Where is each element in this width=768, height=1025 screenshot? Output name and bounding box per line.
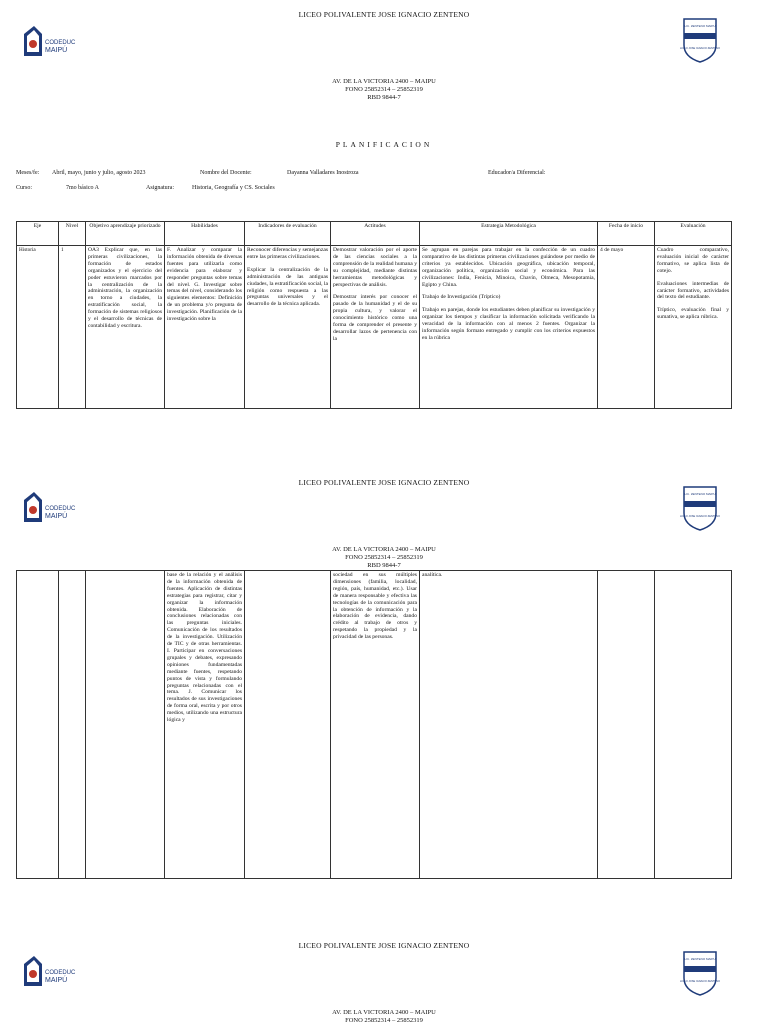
actitudes-text-1: Demostrar valoración por el aporte de las ciencias sociales a la comprensión de la realidad humana y su complejidad, mediante distintas herramientas metodológicas y perspectivas de análisis. [333, 247, 417, 288]
phone: FONO 25852314 – 25852319 [345, 554, 423, 561]
evaluacion-text-3: Tríptico, evaluación final y sumativa, se aplica rúbrica. [657, 307, 729, 321]
cell-eje: Historia [17, 246, 59, 409]
months-label: Meses/fe: [16, 170, 40, 176]
educator-label: Educador/a Diferencial: [488, 170, 546, 176]
cell-habilidades: F. Analizar y comparar la información obtenida de diversas fuentes para utilizarla como evidencia para elaborar y responder preguntas sobre temas del nivel. G. Investigar sobre temas del nivel, considerando los siguientes elementos: Definición de un problema y/o pregunta de investigación. Planificación de la investigación sobre la [165, 246, 245, 409]
phone: FONO 25852314 – 25852319 [345, 86, 423, 93]
svg-text:LICEO JOSE IGNACIO ZENTENO: LICEO JOSE IGNACIO ZENTENO [679, 980, 721, 983]
header-nivel: Nivel [59, 222, 86, 246]
header-habilidades: Habilidades [165, 222, 245, 246]
rbd: RBD 9844-7 [367, 94, 401, 101]
cell-nivel: 1 [59, 246, 86, 409]
codeduc-logo [20, 952, 86, 996]
indicadores-text-2: Explicar la centralización de la administración de las antiguas ciudades, la estratificación social, la religión como respuesta a las preguntas universales y el desarrollo de la técnica aplicada. [247, 266, 328, 308]
estrategia-text-2: Trabajo de Investigación (Tríptico) [422, 294, 501, 301]
school-name: LICEO POLIVALENTE JOSE IGNACIO ZENTENO [298, 10, 470, 19]
estrategia-text-1: Se agrupan en parejas para trabajar en la confección de un cuadro comparativo de las distintas primeras civilizaciones guiándose por medio de criterios ya establecidos. Ubicación geográfica, ubicación temporal, organización política, organización social y económica. Para las civilizaciones: India, Fenicia, Minoica, Chavín, Olmeca, Mesopotamia, Egipto y China. [422, 247, 595, 288]
cell-estrategia: analítica. [420, 571, 598, 879]
svg-text:MAIPÚ: MAIPÚ [45, 977, 68, 984]
header-eje: Eje [17, 222, 59, 246]
months-value: Abril, mayo, junio y julio, agosto 2023 [52, 170, 146, 176]
address: AV. DE LA VICTORIA 2400 – MAIPU [332, 546, 436, 553]
svg-text:MAIPÚ: MAIPÚ [45, 513, 68, 520]
estrategia-text-3: Trabajo en parejas, donde los estudiantes deben planificar su investigación y organizar los tiempos y clasificar la información solicitada verificando la veracidad de la información con al menos 2 fuentes. Organizar la información según formato entregado y cumplir con los criterios expuestos en la rúbrica [422, 307, 595, 341]
svg-text:LICEO JOSE IGNACIO ZENTENO: LICEO JOSE IGNACIO ZENTENO [679, 47, 721, 50]
school-name: LICEO POLIVALENTE JOSE IGNACIO ZENTENO [298, 478, 470, 487]
header-evaluacion: Evaluación [655, 222, 732, 246]
course-value: 7mo básico A [66, 185, 99, 191]
school-crest-logo [679, 950, 721, 996]
cell-objetivo: OA3 Explicar que, en las primeras civilizaciones, la formación de estados organizados y el ejercicio del poder estuvieron marcados por la centralización de la administración, la organización en torno a ciudades, la estratificación social, la formación de sistemas religiosos y el desarrollo de técnicas de contabilidad y escritura. [86, 246, 165, 409]
address: AV. DE LA VICTORIA 2400 – MAIPU [332, 1009, 436, 1016]
svg-text:CODEDUC: CODEDUC [45, 970, 76, 976]
evaluacion-text-1: Cuadro comparativo, evaluación inicial de carácter formativo, se aplica lista de cotejo. [657, 247, 729, 274]
page-title: PLANIFICACION [335, 140, 433, 149]
phone: FONO 25852314 – 25852319 [345, 1017, 423, 1024]
header-estrategia: Estrategia Metodológica [420, 222, 598, 246]
indicadores-text-1: Reconocer diferencias y semejanzas entre las primeras civilizaciones. [247, 247, 328, 260]
svg-text:MAIPÚ: MAIPÚ [45, 47, 68, 54]
cell-actitudes: sociedad en sus múltiples dimensiones (familia, localidad, región, país, humanidad, etc.). Usar de manera responsable y efectiva las tecnologías de la comunicación para la obtención de información y la elaboración de evidencia, dando crédito al trabajo de otros y respetando la propiedad y la privacidad de las personas. [331, 571, 420, 879]
svg-text:CODEDUC: CODEDUC [45, 40, 76, 46]
svg-text:LICEO JOSE IGNACIO ZENTENO: LICEO JOSE IGNACIO ZENTENO [679, 515, 721, 518]
subject-value: Historia, Geografía y CS. Sociales [192, 185, 275, 191]
cell-fecha: 4 de mayo [598, 246, 655, 409]
svg-text:LIC. ZENTENO MAIPU: LIC. ZENTENO MAIPU [684, 492, 716, 496]
cell-habilidades: base de la relación y el análisis de la información obtenida de fuentes. Aplicación de distintas estrategias para registrar, citar y organizar la información obtenida. Elaboración de conclusiones relacionadas con las preguntas iniciales. Comunicación de los resultados de la investigación. Utilización de TIC y de otras herramientas. I. Participar en conversaciones grupales y debates, expresando opiniones fundamentadas mediante fuentes, respetando puntos de vista y formulando preguntas relacionadas con el tema. J. Comunicar los resultados de sus investigaciones de forma oral, escrita y por otros medios, utilizando una estructura lógica y [165, 571, 245, 879]
header-actitudes: Actitudes [331, 222, 420, 246]
actitudes-text-2: Demostrar interés por conocer el pasado de la humanidad y el de su propia cultura, y valorar el conocimiento histórico como una forma de comprender el presente y desarrollar lazos de pertenencia con la [333, 294, 417, 342]
header-fecha: Fecha de inicio [598, 222, 655, 246]
teacher-value: Dayanna Valladares Inostroza [287, 170, 359, 176]
address: AV. DE LA VICTORIA 2400 – MAIPU [332, 78, 436, 85]
svg-text:LIC. ZENTENO MAIPU: LIC. ZENTENO MAIPU [684, 957, 716, 961]
subject-label: Asignatura: [146, 185, 174, 191]
course-label: Curso: [16, 185, 33, 191]
teacher-label: Nombre del Docente: [200, 170, 252, 176]
header-objetivo: Objetivo aprendizaje priorizado [86, 222, 165, 246]
evaluacion-text-2: Evaluaciones intermedias de carácter formativo, actividades del texto del estudiante. [657, 280, 729, 301]
header-indicadores: Indicadores de evaluación [245, 222, 331, 246]
svg-text:LIC. ZENTENO MAIPU: LIC. ZENTENO MAIPU [684, 24, 716, 28]
rbd: RBD 9844-7 [367, 562, 401, 569]
svg-text:CODEDUC: CODEDUC [45, 506, 76, 512]
school-name: LICEO POLIVALENTE JOSE IGNACIO ZENTENO [298, 941, 470, 950]
